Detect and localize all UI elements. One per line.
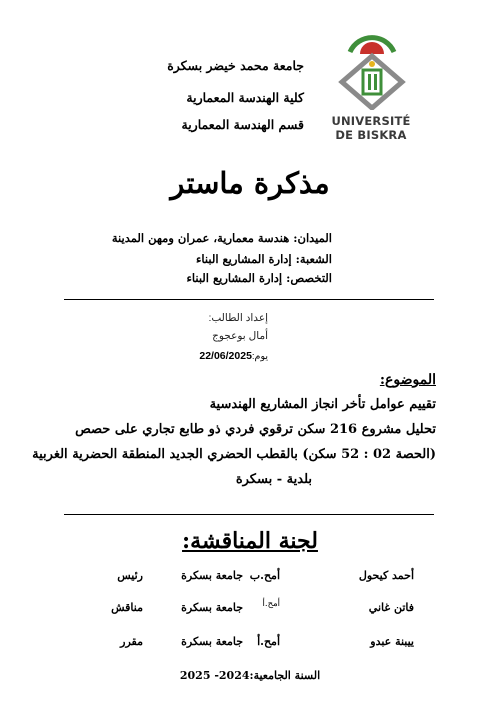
logo-text-universite: UNIVERSITÉ — [331, 114, 411, 128]
divider-top — [64, 299, 434, 300]
subject-line: تقييم عوامل تأخر انجاز المشاريع الهندسية — [209, 397, 436, 412]
logo-text-de-biskra: DE BISKRA — [335, 128, 407, 142]
jury-member-role: رئيس — [117, 569, 143, 582]
jury-member-rank: أمح.أ — [262, 599, 280, 609]
document-title: مذكرة ماستر — [170, 166, 330, 200]
subject-line: تحليل مشروع 216 سكن ترقوي فردي ذو طابع تجاري على حصص — [75, 422, 436, 437]
academic-year: السنة الجامعية:2024- 2025 — [179, 669, 321, 682]
specialty-line: التخصص: إدارة المشاريع البناء — [186, 271, 332, 285]
date-label: يوم: — [251, 351, 268, 362]
jury-member-name: فاتن غاني — [368, 601, 414, 614]
branch-line: الشعبة: إدارة المشاريع البناء — [195, 252, 332, 266]
jury-member-name: ييبنة عبدو — [370, 635, 414, 648]
university-name: جامعة محمد خيضر بسكرة — [167, 58, 304, 73]
faculty-name: كلية الهندسة المعمارية — [186, 90, 304, 105]
department-name: قسم الهندسة المعمارية — [181, 117, 304, 132]
jury-member-role: مقرر — [120, 635, 143, 648]
jury-member-university: جامعة بسكرة — [181, 601, 243, 614]
prepared-by-label: إعداد الطالب: — [208, 312, 268, 324]
jury-member-name: أحمد كيحول — [358, 569, 414, 582]
student-name: أمال بوعجوج — [212, 330, 268, 342]
jury-member-university: جامعة بسكرة — [181, 635, 243, 648]
university-logo — [328, 30, 414, 152]
jury-member-rank: أمح.أ — [257, 635, 280, 648]
jury-member-role: مناقش — [111, 601, 143, 614]
subject-line: (الحصة 02 : 52 سكن) بالقطب الحضري الجديد المنطقة الحضرية الغربية — [32, 447, 436, 462]
date-value: 22/06/2025 — [199, 350, 252, 362]
field-line: الميدان: هندسة معمارية، عمران ومهن المدينة — [111, 231, 332, 245]
subject-line: بلدية - بسكرة — [235, 472, 312, 487]
university-emblem-icon — [336, 30, 408, 110]
jury-title: لجنة المناقشة: — [182, 528, 318, 554]
divider-bottom — [64, 514, 434, 515]
jury-member-university: جامعة بسكرة — [181, 569, 243, 582]
jury-member-rank: أمح.ب — [249, 569, 280, 582]
subject-label: الموضوع: — [379, 372, 436, 388]
defense-date — [199, 350, 268, 362]
